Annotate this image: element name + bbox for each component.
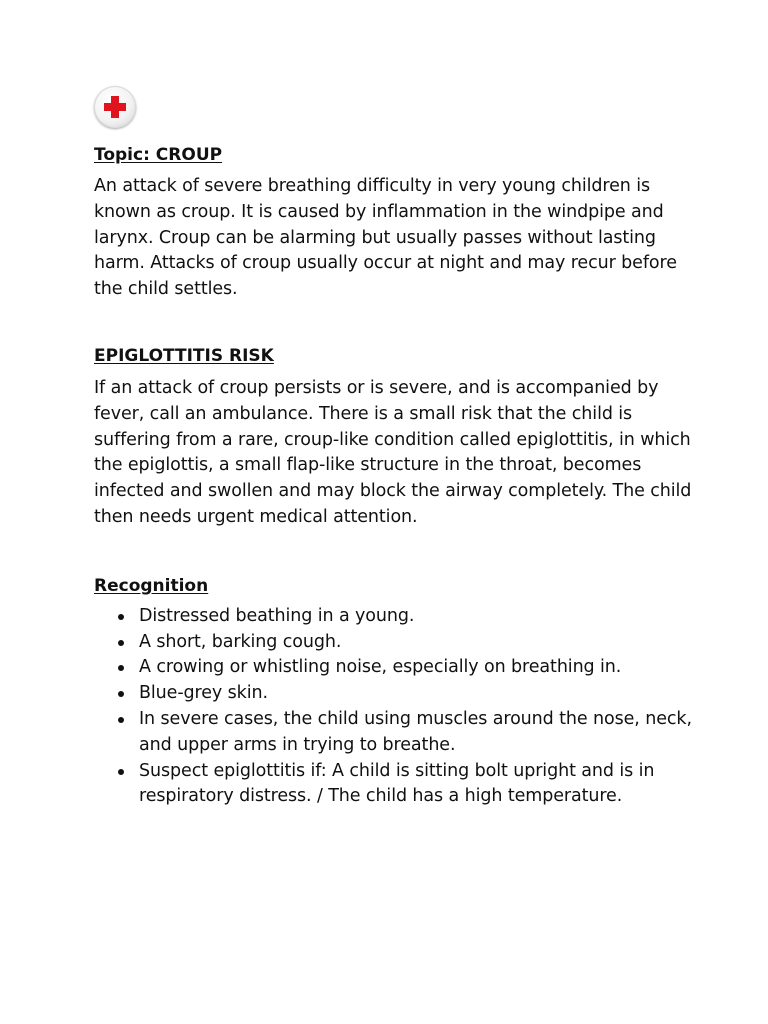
bullet-icon — [118, 665, 124, 671]
bullet-icon — [118, 717, 124, 723]
list-item-text: In severe cases, the child using muscles around the nose, neck, and upper arms in trying to breathe. — [139, 708, 692, 755]
topic-heading: Topic: CROUP — [94, 145, 223, 165]
list-item — [94, 681, 709, 707]
epiglottitis-heading: EPIGLOTTITIS RISK — [94, 345, 274, 366]
topic-paragraph: An attack of severe breathing difficulty in very young children is known as croup. It is caused by inflammation in the windpipe and larynx. Croup can be alarming but usually passes without lasting harm. Attacks of croup usually occur at night and may recur before the child settles. — [94, 176, 677, 300]
list-item — [94, 759, 709, 811]
list-item — [94, 604, 709, 630]
list-item-text: Blue-grey skin. — [139, 683, 268, 704]
list-item-text: A crowing or whistling noise, especially on breathing in. — [139, 657, 622, 678]
bullet-icon — [118, 640, 124, 646]
list-item — [94, 655, 709, 681]
document-page — [94, 86, 694, 810]
bullet-icon — [118, 614, 124, 620]
list-item-text: Suspect epiglottitis if: A child is sitting bolt upright and is in respiratory distress. / The child has a high temperature. — [139, 760, 655, 807]
epiglottitis-paragraph: If an attack of croup persists or is severe, and is accompanied by fever, call an ambulance. There is a small risk that the child is suffering from a rare, croup-like condition called epiglottitis, in which the epiglottis, a small flap-like structure in the throat, becomes infected and swollen and may block the airway completely. The child then needs urgent medical attention. — [94, 377, 692, 527]
recognition-heading: Recognition — [94, 575, 209, 596]
red-cross-logo — [94, 86, 136, 128]
red-cross-icon — [101, 93, 129, 121]
bullet-icon — [118, 691, 124, 697]
list-item-text: A short, barking cough. — [139, 631, 342, 652]
recognition-list — [94, 604, 694, 810]
list-item — [94, 630, 709, 656]
list-item — [94, 707, 709, 759]
bullet-icon — [118, 769, 124, 775]
list-item-text: Distressed beathing in a young. — [139, 605, 415, 626]
